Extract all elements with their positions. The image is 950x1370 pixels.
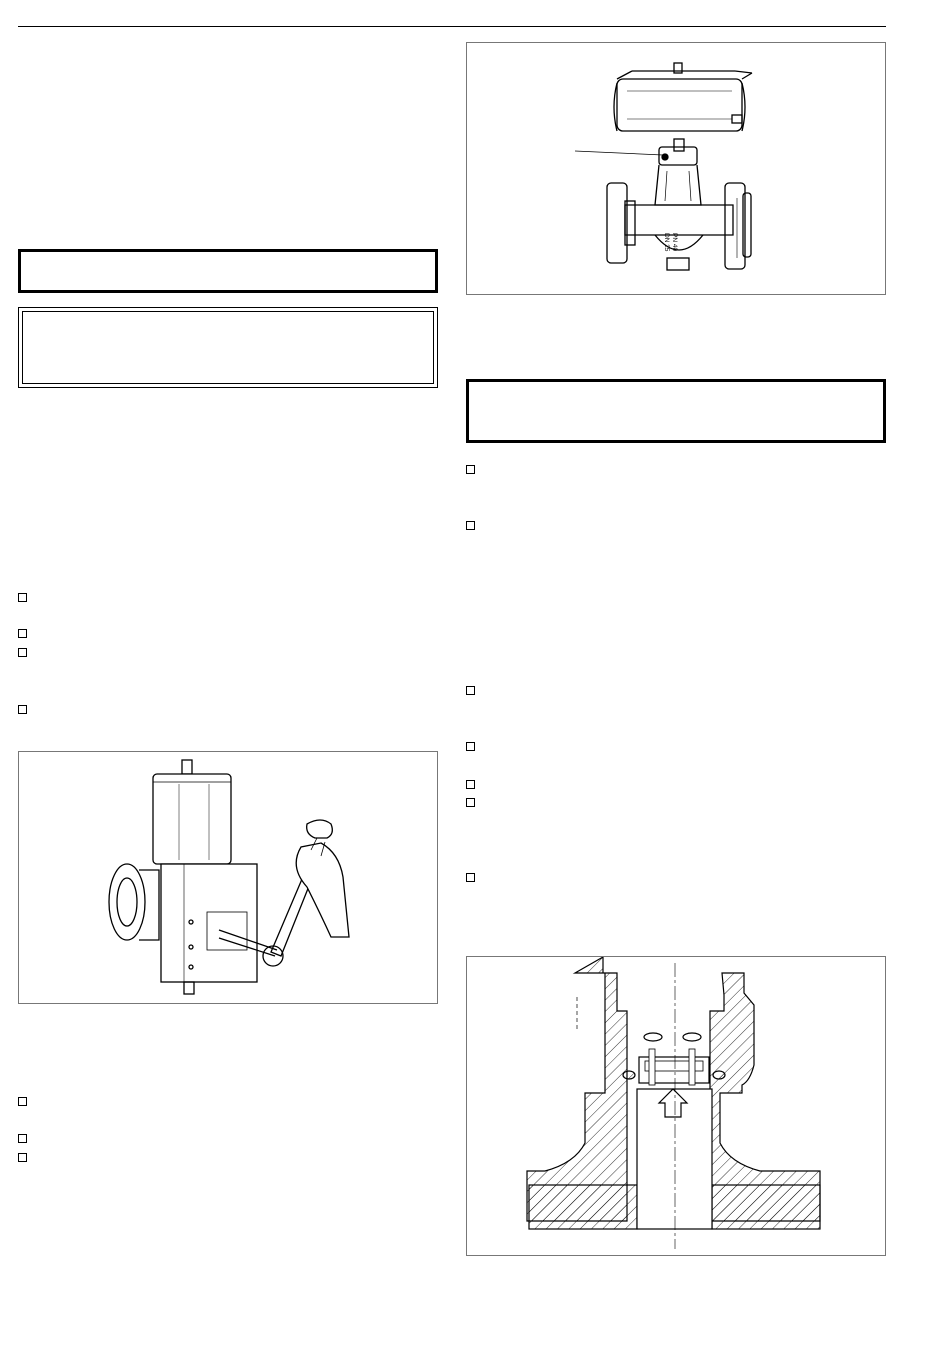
figure-valve-with-actuator [466,42,886,295]
checkbox-icon [18,648,27,657]
body-marking-dn: DN 25 [663,233,670,252]
figure-hand-spanner [18,751,438,1004]
checkbox-icon [466,521,475,530]
valve-actuator-drawing [467,43,887,296]
checkbox-icon [18,1153,27,1162]
checkbox-icon [466,742,475,751]
checkbox-icon [18,1097,27,1106]
checkbox-icon [466,798,475,807]
header-rule [18,26,886,27]
notice-box-left [18,307,438,388]
checkbox-icon [466,465,475,474]
checkbox-icon [466,780,475,789]
checkbox-icon [466,873,475,882]
spanner-drawing [19,752,439,1005]
checkbox-icon [466,686,475,695]
heading-box-left [18,249,438,293]
body-marking-pn: PN 40 [671,233,678,252]
checkbox-icon [18,705,27,714]
checkbox-icon [18,1134,27,1143]
figure-cross-section [466,956,886,1256]
heading-box-right [466,379,886,443]
checkbox-icon [18,593,27,602]
checkbox-icon [18,629,27,638]
cross-section-drawing [467,957,887,1257]
